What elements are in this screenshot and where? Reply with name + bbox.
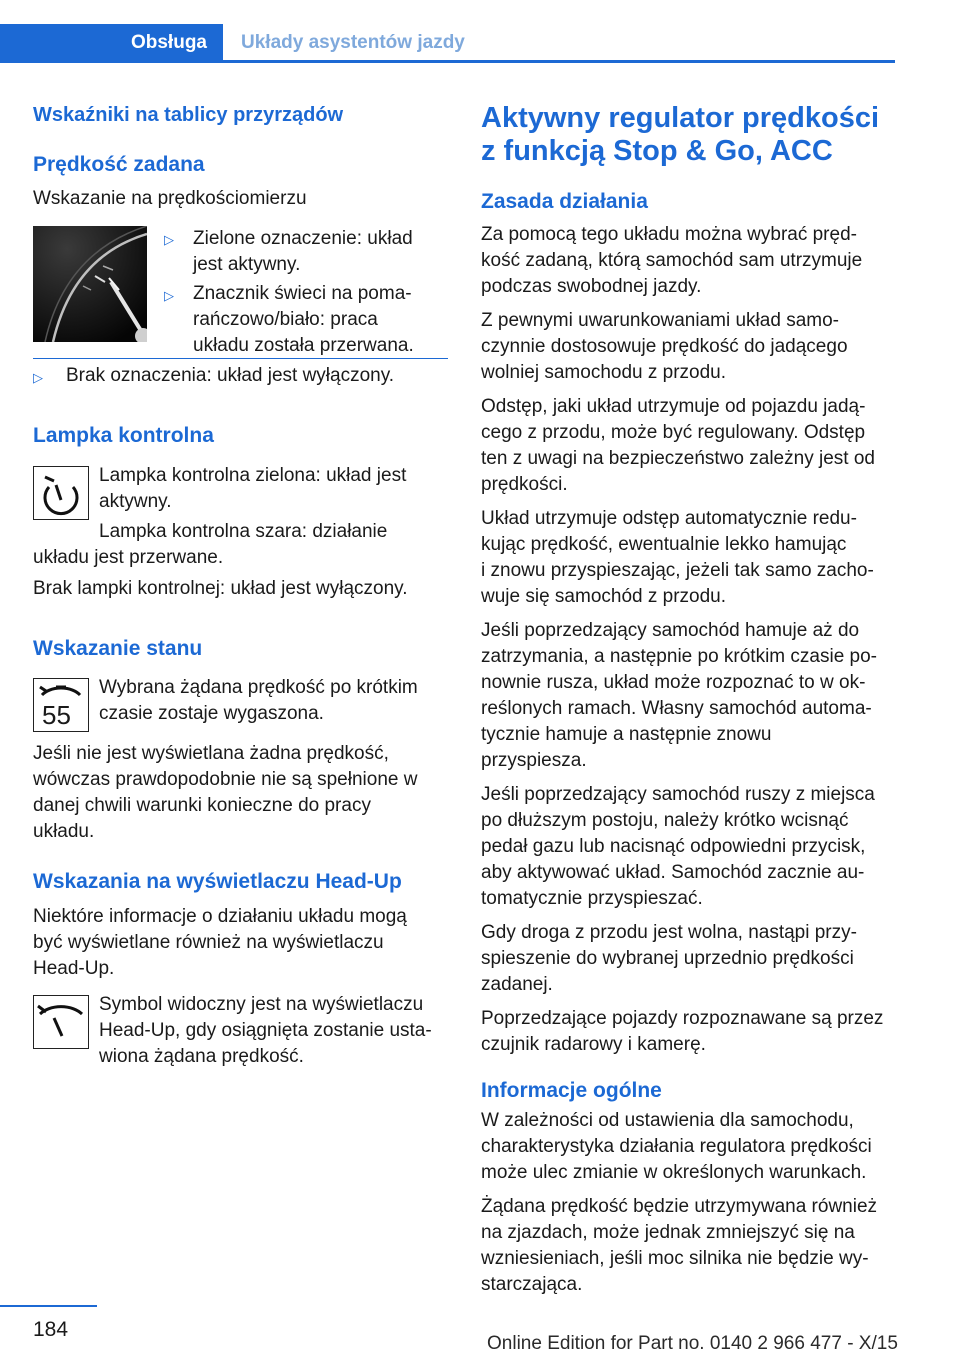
page-number: 184: [33, 1318, 69, 1341]
edition-note: Online Edition for Part no. 0140 2 966 477 - X/15: [487, 1333, 898, 1354]
paragraph: Układ utrzymuje odstęp automatycznie redu- kując prędkość, ewentualnie lekko hamując i znowu przyspieszając, jeżeli tak samo zacho- wuje się samochód z przodu.: [481, 508, 874, 607]
paragraph: Poprzedzające pojazdy rozpoznawane są przez czujnik radarowy i kamerę.: [481, 1008, 884, 1055]
body-text: układu jest przerwane.: [33, 547, 224, 568]
section-heading: Wskaźniki na tablicy przyrządów: [33, 104, 344, 126]
divider: [33, 358, 448, 359]
paragraph: Jeśli poprzedzający samochód ruszy z miejsca po dłuższym postoju, należy krótko wcisnąć pedał gazu lub nacisnąć odpowiedni przycisk, aby aktywować układ. Samochód zacznie au- tomatycznie przyspieszać.: [481, 784, 875, 909]
main-heading: Aktywny regulator prędkości z funkcją Stop & Go, ACC: [481, 102, 880, 167]
subsection-title: Wskazanie stanu: [33, 637, 203, 660]
speedometer-image: [33, 226, 147, 342]
right-body: [481, 222, 901, 1298]
body-text: Jeśli nie jest wyświetlana żadna prędkość, wówczas prawdopodobnie nie są spełnione w danej chwili warunki konieczne do pracy układu.: [33, 743, 418, 842]
body-text: Symbol widoczny jest na wyświetlaczu Head-Up, gdy osiągnięta zostanie usta- wiona żądana prędkość.: [99, 994, 432, 1067]
paragraph: Jeśli poprzedzający samochód hamuje aż do zatrzymania, a następnie po krótkim czasie po- nownie rusza, układ może rozpoznać to w ok- reślonych ramach. Własny samochód automa- tycznie hamuje a następnie znowu przyspiesza.: [481, 620, 878, 771]
set-speed-status-icon: [33, 678, 89, 732]
body-text: Lampka kontrolna szara: działanie: [99, 521, 388, 542]
subsection-title: Lampka kontrolna: [33, 424, 214, 447]
paragraph: Za pomocą tego układu można wybrać pręd- kość zadaną, którą samochód sam utrzymuje podczas swobodnej jazdy.: [481, 224, 863, 297]
body-text: Wybrana żądana prędkość po krótkim czasie zostaje wygaszona.: [99, 677, 418, 724]
paragraph: Odstęp, jaki układ utrzymuje od pojazdu jadą- cego z przodu, może być regulowany. Odstęp ten z uwagi na bezpieczeństwo zależny jest od prędkości.: [481, 396, 875, 495]
section-heading: Wskazania na wyświetlaczu Head-Up: [33, 870, 402, 893]
paragraph: Z pewnymi uwarunkowaniami układ samo- czynnie dostosowuje prędkość do jadącego wolniej samochodu z przodu.: [481, 310, 848, 383]
bullet-marker-icon: ▷: [164, 232, 174, 247]
body-text: Wskazanie na prędkościomierzu: [33, 188, 307, 209]
head-up-speed-reached-icon: [33, 995, 89, 1049]
body-text: Lampka kontrolna zielona: układ jest aktywny.: [99, 465, 407, 512]
tab-uklady-asystentow[interactable]: Układy asystentów jazdy: [241, 32, 465, 53]
speed-value: 55: [42, 700, 71, 730]
bullet-item: Zielone oznaczenie: układ jest aktywny.: [193, 228, 413, 275]
subsection-title: Zasada działania: [481, 190, 648, 213]
bullet-item: Brak oznaczenia: układ jest wyłączony.: [66, 365, 395, 386]
body-text: Niektóre informacje o działaniu układu mogą być wyświetlane również na wyświetlaczu Head-Up.: [33, 906, 407, 979]
subsection-title: Prędkość zadana: [33, 153, 205, 176]
paragraph: Gdy droga z przodu jest wolna, nastąpi przy- spieszenie do wybranej uprzednio prędkości zadanej.: [481, 922, 857, 995]
tab-obsluga[interactable]: Obsługa: [0, 24, 223, 62]
paragraph: Żądana prędkość będzie utrzymywana również na zjazdach, może jednak zmniejszyć się na wzniesieniach, jeśli moc silnika nie będzie wy- starczająca.: [481, 1196, 878, 1295]
paragraph: W zależności od ustawienia dla samochodu, charakterystyka działania regulatora prędkości może ulec zmianie w określonych warunkach.: [481, 1110, 872, 1183]
bullet-marker-icon: ▷: [33, 370, 43, 385]
subsection-title: Informacje ogólne: [481, 1079, 662, 1102]
cruise-control-indicator-icon: [33, 466, 89, 520]
bullet-item: Znacznik świeci na poma- rańczowo/biało: praca układu została przerwana.: [193, 283, 414, 356]
body-text: Brak lampki kontrolnej: układ jest wyłączony.: [33, 578, 408, 599]
footer-rule: [0, 1305, 97, 1307]
bullet-marker-icon: ▷: [164, 288, 174, 303]
